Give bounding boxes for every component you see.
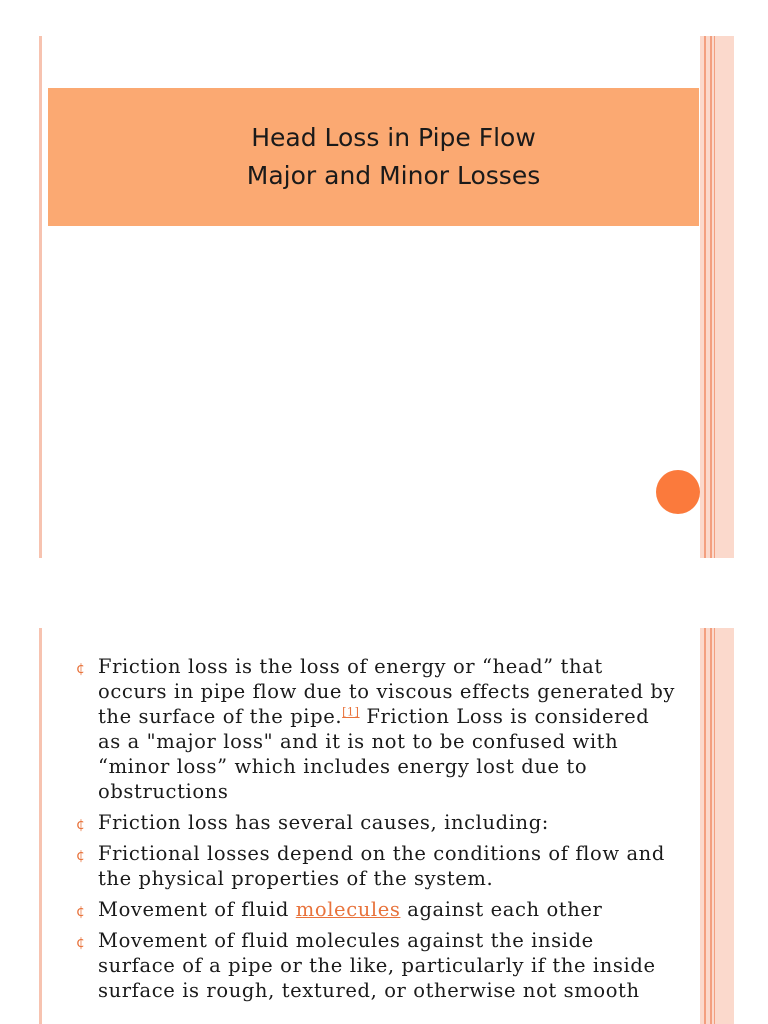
bullet-text: Friction loss has several causes, including:	[98, 811, 549, 834]
left-border-rule	[39, 36, 42, 558]
bullet-item	[76, 810, 676, 835]
orange-circle-decoration	[656, 470, 700, 514]
band-stripe	[704, 628, 706, 1024]
bullet-item	[76, 928, 676, 1003]
bullet-text: Friction loss is the loss of energy or “head” that occurs in pipe flow due to viscous effects generated by the surface of the pipe.	[98, 655, 676, 728]
bullet-item	[76, 841, 676, 891]
title-bar	[48, 88, 699, 226]
slide-title-line-2: Major and Minor Losses	[246, 161, 541, 190]
reference-link[interactable]: [1]	[342, 705, 360, 719]
bullet-text: Friction Loss is considered as a "major loss" and it is not to be confused with “minor loss” which includes energy lost due to obstructions	[98, 705, 650, 803]
bullet-list	[76, 654, 676, 1009]
left-border-rule	[39, 628, 42, 1024]
bullet-mark: ¢	[76, 817, 86, 833]
band-stripe	[710, 628, 712, 1024]
band-stripe	[710, 36, 712, 558]
content-slide	[0, 628, 768, 1024]
bullet-text: Movement of fluid	[98, 898, 296, 921]
band-stripe	[714, 628, 715, 1024]
bullet-item	[76, 897, 676, 922]
bullet-text: Movement of fluid molecules against the inside surface of a pipe or the like, particularly if the inside surface is rough, textured, or otherwise not smooth	[98, 929, 656, 1002]
bullet-text: Frictional losses depend on the conditions of flow and the physical properties of the system.	[98, 842, 665, 890]
right-decorative-band	[700, 628, 734, 1024]
band-stripe	[714, 36, 715, 558]
band-stripe	[704, 36, 706, 558]
bullet-mark: ¢	[76, 935, 86, 951]
bullet-mark: ¢	[76, 848, 86, 864]
bullet-mark: ¢	[76, 904, 86, 920]
slide-title-line-1: Head Loss in Pipe Flow	[251, 123, 536, 152]
right-decorative-band	[700, 36, 734, 558]
bullet-item	[76, 654, 676, 804]
bullet-text: against each other	[400, 898, 603, 921]
molecules-link[interactable]: molecules	[295, 898, 401, 921]
bullet-mark: ¢	[76, 661, 86, 677]
